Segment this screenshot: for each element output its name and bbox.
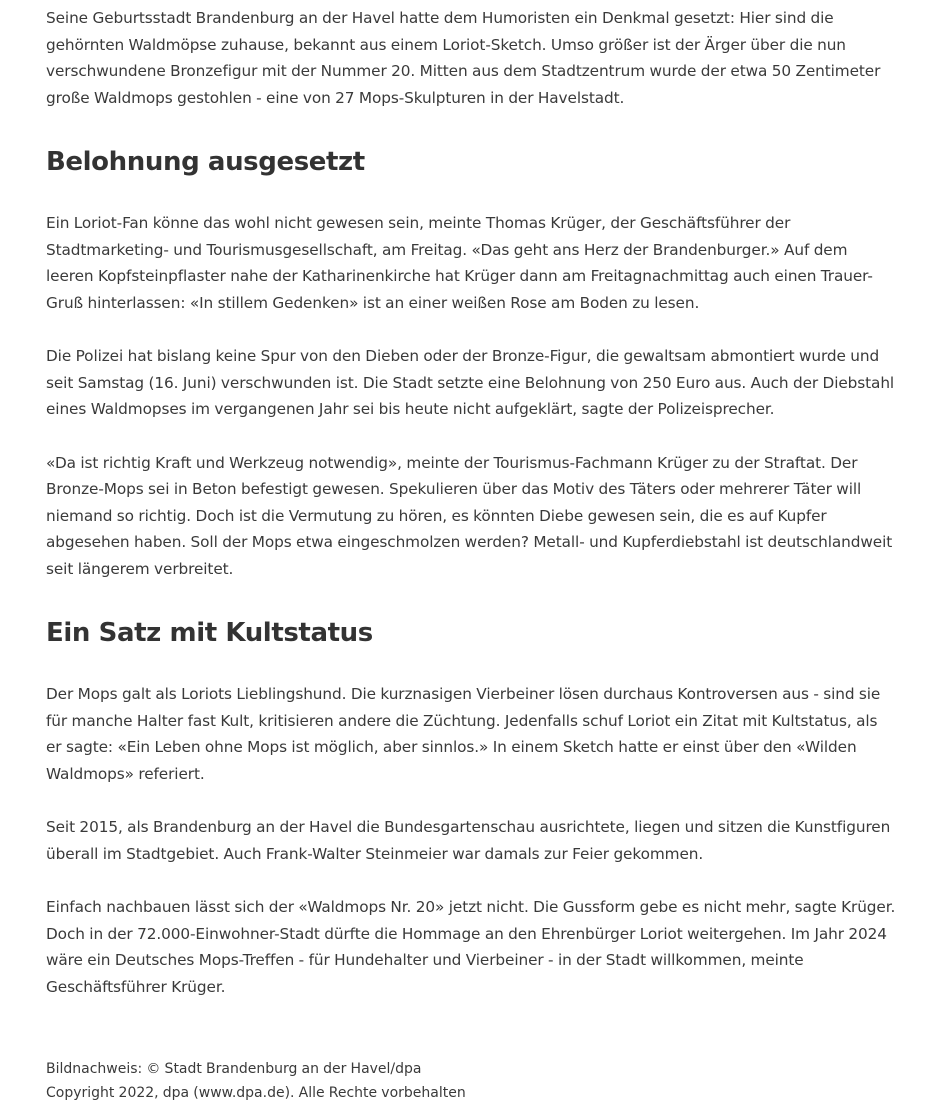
image-credit: Bildnachweis: © Stadt Brandenburg an der Havel/dpa [46,1061,422,1077]
article-footer [46,1057,896,1105]
article-body [46,5,896,1000]
article-paragraph: «Da ist richtig Kraft und Werkzeug notwendig», meinte der Tourismus-Fachmann Krüger zu der Straftat. Der Bronze-Mops sei in Beton befestigt gewesen. Spekulieren über das Motiv des Täters oder mehrerer Täter will niemand so richtig. Doch ist die Vermutung zu hören, es könnten Diebe gewesen sein, die es auf Kupfer abgesehen haben. Soll der Mops etwa eingeschmolzen werden? Metall- und Kupferdiebstahl ist deutschlandweit seit längerem verbreitet. [46,453,893,578]
copyright-notice: Copyright 2022, dpa (www.dpa.de). Alle Rechte vorbehalten [46,1085,466,1101]
article-paragraph: Einfach nachbauen lässt sich der «Waldmops Nr. 20» jetzt nicht. Die Gussform gebe es nicht mehr, sagte Krüger. Doch in der 72.000-Einwohner-Stadt dürfte die Hommage an den Ehrenbürger Loriot weitergehen. Im Jahr 2024 wäre ein Deutsches Mops-Treffen - für Hundehalter und Vierbeiner - in der Stadt willkommen, meinte Geschäftsführer Krüger. [46,898,896,996]
section-heading-belohnung: Belohnung ausgesetzt [46,147,365,177]
article-paragraph-intro: Seine Geburtsstadt Brandenburg an der Havel hatte dem Humoristen ein Denkmal gesetzt: Hier sind die gehörnten Waldmöpse zuhause, bekannt aus einem Loriot-Sketch. Umso größer ist der Ärger über die nun verschwundene Bronzefigur mit der Nummer 20. Mitten aus dem Stadtzentrum wurde der etwa 50 Zentimeter große Waldmops gestohlen - eine von 27 Mops-Skulpturen in der Havelstadt. [46,9,881,107]
article-paragraph: Der Mops galt als Loriots Lieblingshund. Die kurznasigen Vierbeiner lösen durchaus Kontroversen aus - sind sie für manche Halter fast Kult, kritisieren andere die Züchtung. Jedenfalls schuf Loriot ein Zitat mit Kultstatus, als er sagte: «Ein Leben ohne Mops ist möglich, aber sinnlos.» In einem Sketch hatte er einst über den «Wilden Waldmops» referiert. [46,685,881,783]
article-paragraph: Die Polizei hat bislang keine Spur von den Dieben oder der Bronze-Figur, die gewaltsam abmontiert wurde und seit Samstag (16. Juni) verschwunden ist. Die Stadt setzte eine Belohnung von 250 Euro aus. Auch der Diebstahl eines Waldmopses im vergangenen Jahr sei bis heute nicht aufgeklärt, sagte der Polizeisprecher. [46,347,895,418]
article-paragraph: Seit 2015, als Brandenburg an der Havel die Bundesgartenschau ausrichtete, liegen und sitzen die Kunstfiguren überall im Stadtgebiet. Auch Frank-Walter Steinmeier war damals zur Feier gekommen. [46,818,891,863]
article-paragraph: Ein Loriot-Fan könne das wohl nicht gewesen sein, meinte Thomas Krüger, der Geschäftsführer der Stadtmarketing- und Tourismusgesellschaft, am Freitag. «Das geht ans Herz der Brandenburger.» Auf dem leeren Kopfsteinpflaster nahe der Katharinenkirche hat Krüger dann am Freitagnachmittag auch einen Trauer-Gruß hinterlassen: «In stillem Gedenken» ist an einer weißen Rose am Boden zu lesen. [46,214,873,312]
section-heading-kultstatus: Ein Satz mit Kultstatus [46,618,373,648]
